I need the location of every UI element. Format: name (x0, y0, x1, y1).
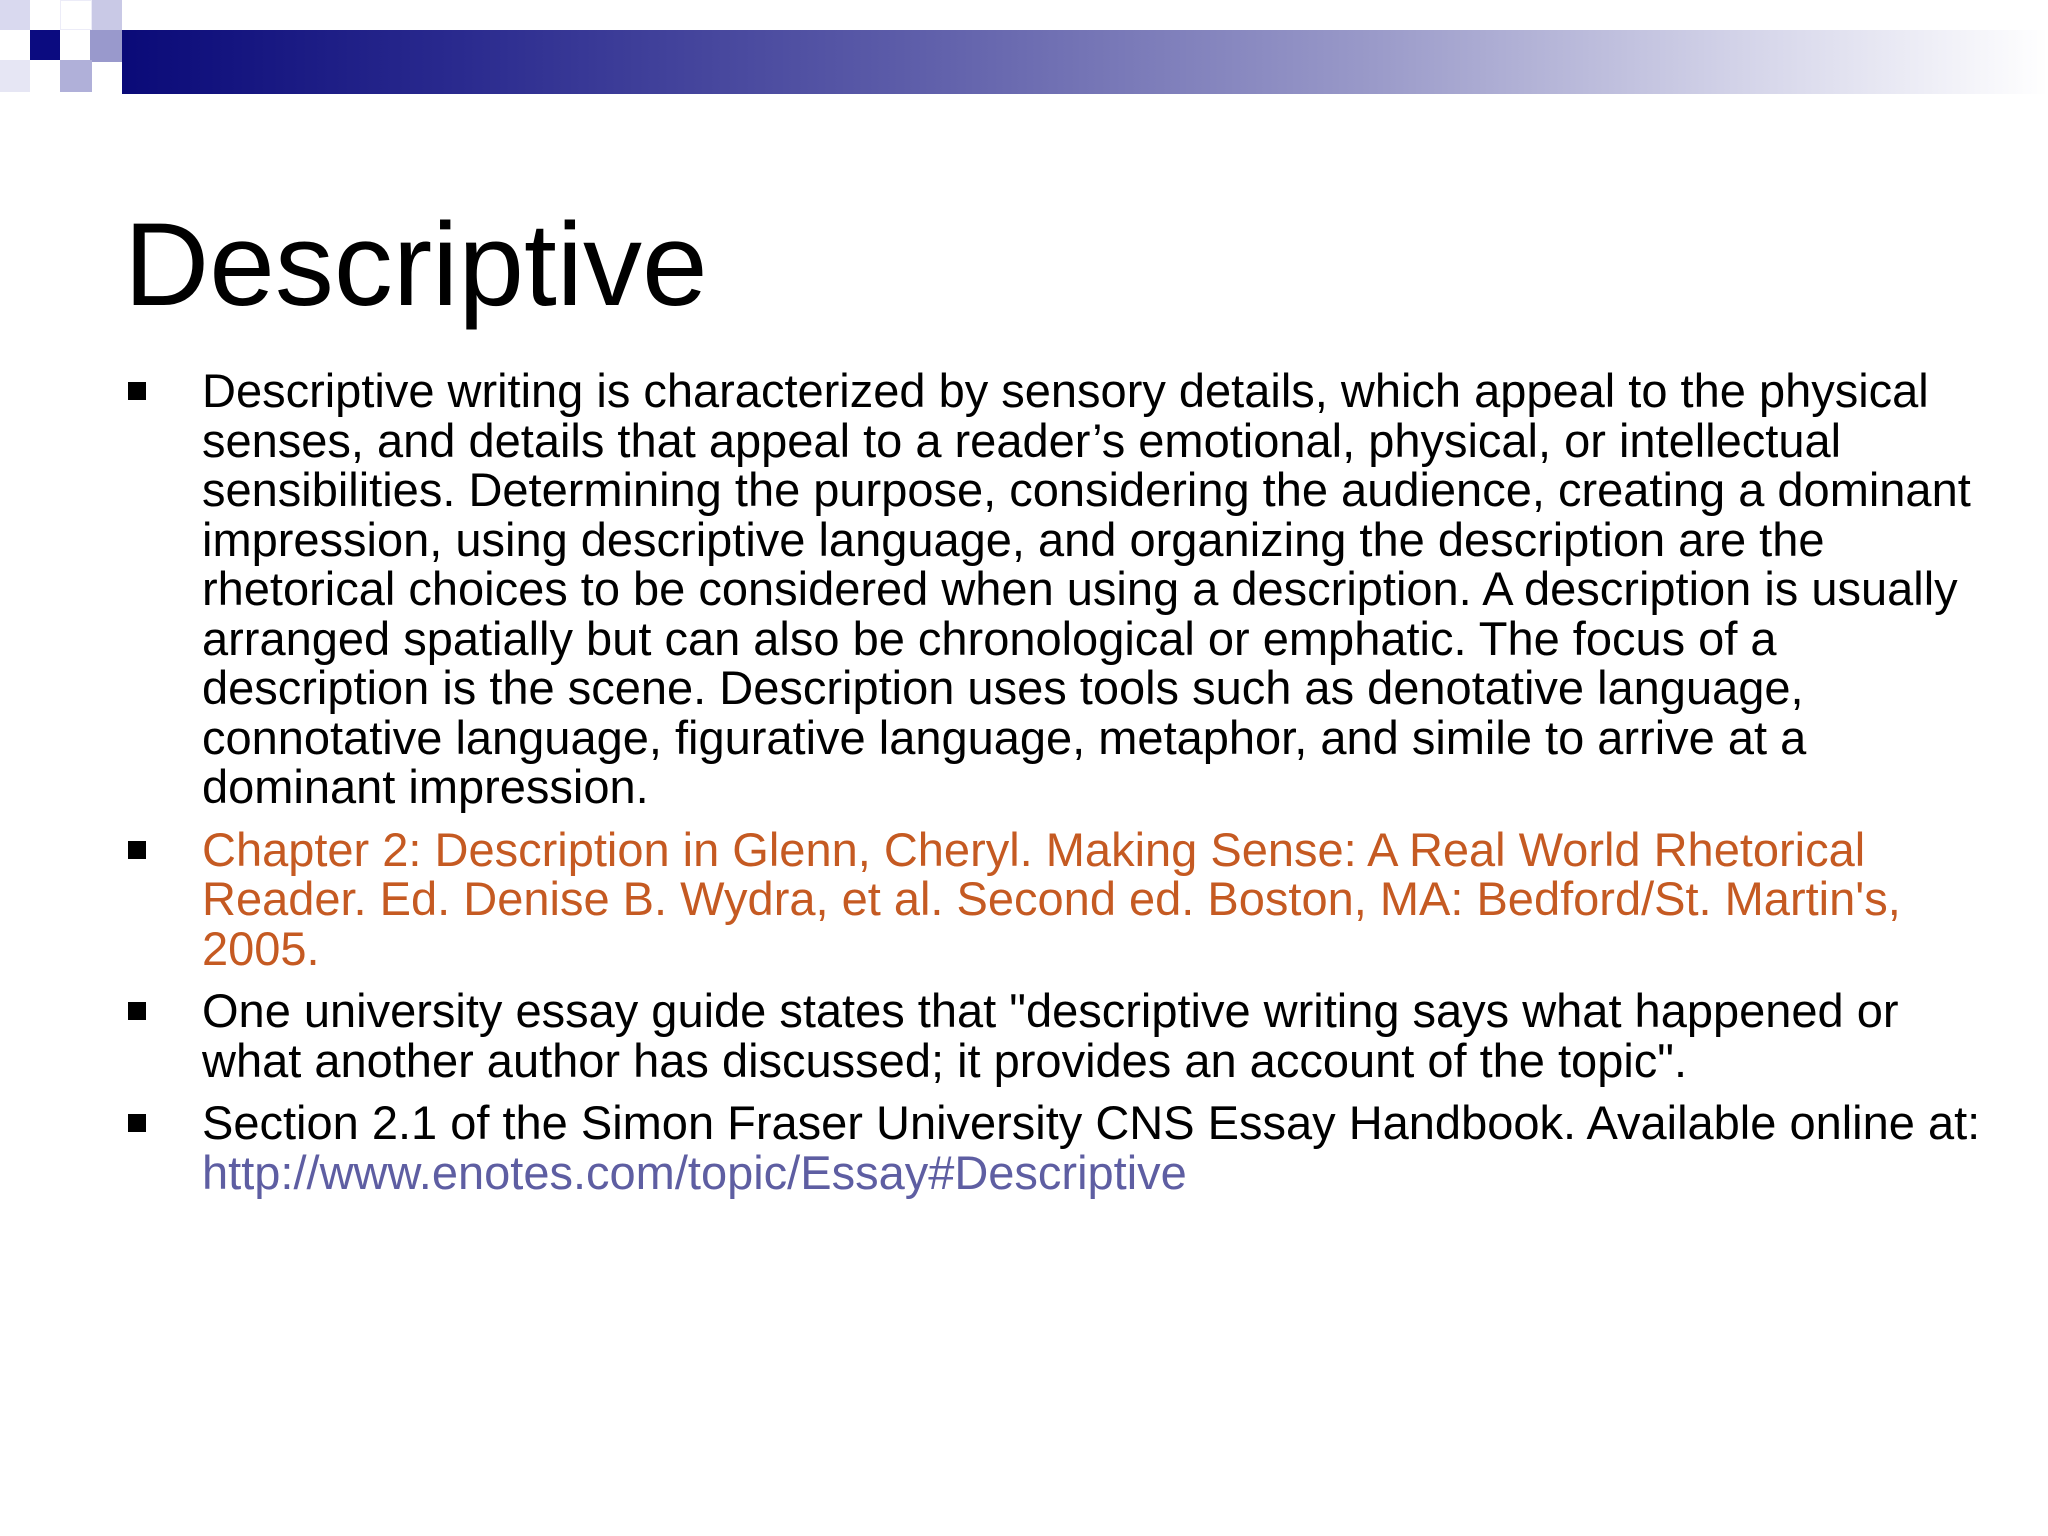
decorative-square (30, 60, 60, 92)
bullet-text: One university essay guide states that "descriptive writing says what happened or what another author has discussed; it provides an account of the topic". (202, 984, 1899, 1087)
citation-text: Chapter 2: Description in Glenn, Cheryl. Making Sense: A Real World Rhetorical Reader. Ed. Denise B. Wydra, et al. Second ed. Boston, MA: Bedford/St. Martin's, 2005. (202, 822, 1901, 975)
bullet-list (124, 366, 1984, 1210)
header-gradient-bar (122, 30, 2048, 94)
square-bullet-icon (128, 1002, 146, 1020)
bullet-item-citation (124, 822, 1984, 975)
bullet-item-source (124, 1098, 1984, 1197)
bullet-text: Section 2.1 of the Simon Fraser University CNS Essay Handbook. Available online at: (202, 1096, 1981, 1149)
source-link[interactable]: http://www.enotes.com/topic/Essay#Descriptive (202, 1145, 1187, 1199)
square-bullet-icon (128, 1114, 146, 1132)
decorative-square (30, 30, 60, 60)
decorative-square (60, 60, 92, 92)
bullet-text: Descriptive writing is characterized by sensory details, which appeal to the physical senses, and details that appeal to a reader’s emotional, physical, or intellectual sensibilities. Determining the purpose, considering the audience, creating a dominant impression, using descriptive language, and organizing the description are the rhetorical choices to be considered when using a description. A description is usually arranged spatially but can also be chronological or emphatic. The focus of a description is the scene. Description uses tools such as denotative language, connotative language, figurative language, metaphor, and simile to arrive at a dominant impression. (202, 364, 1971, 813)
decorative-square (92, 0, 122, 30)
bullet-item-quote (124, 986, 1984, 1085)
bullet-item-definition (124, 366, 1984, 812)
square-bullet-icon (128, 841, 146, 859)
decorative-square (90, 30, 122, 62)
square-bullet-icon (128, 382, 146, 400)
decorative-square (60, 0, 92, 30)
decorative-square (0, 0, 30, 30)
decorative-square (60, 30, 90, 60)
slide-title: Descriptive (124, 199, 708, 331)
decorative-square (0, 60, 30, 92)
